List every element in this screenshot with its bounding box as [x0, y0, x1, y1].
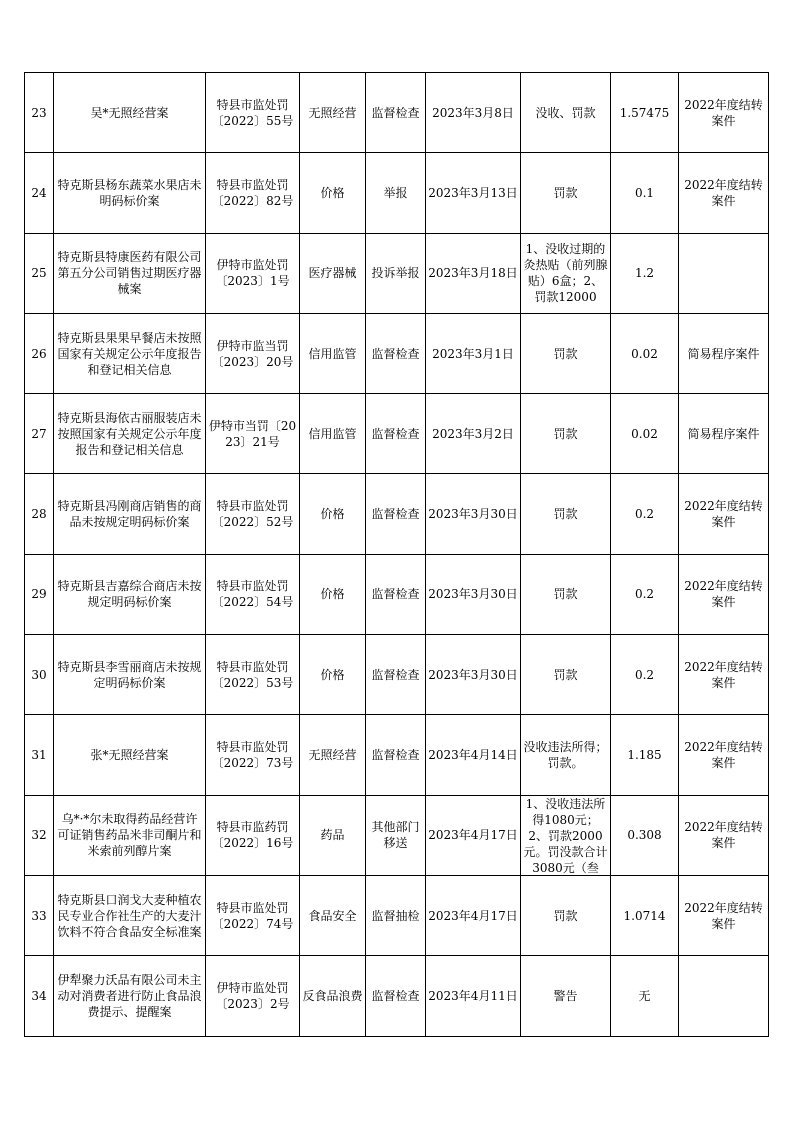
case-number-cell	[25, 73, 54, 153]
case-source-cell-text: 监督检查	[371, 748, 420, 763]
case-source-cell	[366, 956, 426, 1036]
case-source-cell-text: 监督检查	[371, 667, 420, 682]
penalty-result-cell	[521, 233, 611, 313]
decision-date-cell-text: 2023年3月2日	[432, 426, 514, 441]
penalty-result-cell-text: 1、没收过期的灸热贴（前列腺贴）6盒；2、罚款12000	[523, 242, 608, 305]
case-source-cell	[366, 635, 426, 715]
decision-date-cell	[426, 795, 521, 875]
case-number-cell-text: 24	[31, 185, 47, 200]
document-number-cell	[206, 394, 300, 474]
penalty-result-cell	[521, 715, 611, 795]
document-number-cell	[206, 875, 300, 955]
penalty-amount-cell	[611, 73, 679, 153]
case-name-cell-text: 张*无照经营案	[90, 748, 169, 763]
case-number-cell-text: 29	[31, 587, 47, 602]
decision-date-cell	[426, 474, 521, 554]
case-source-cell-text: 监督检查	[371, 988, 420, 1003]
remark-cell	[679, 73, 769, 153]
case-source-cell-text: 监督检查	[371, 346, 420, 361]
case-name-cell-text: 特克斯县李雪丽商店未按规定明码标价案	[57, 659, 202, 690]
case-name-cell	[54, 73, 206, 153]
table-row	[25, 875, 769, 955]
decision-date-cell	[426, 394, 521, 474]
decision-date-cell	[426, 875, 521, 955]
case-table	[24, 72, 769, 1037]
violation-type-cell	[300, 394, 366, 474]
penalty-amount-cell	[611, 635, 679, 715]
remark-cell	[679, 394, 769, 474]
violation-type-cell-text: 医疗器械	[308, 266, 357, 281]
decision-date-cell-text: 2023年4月14日	[428, 748, 518, 763]
table-row	[25, 474, 769, 554]
document-number-cell	[206, 795, 300, 875]
penalty-result-cell-text: 没收、罚款	[535, 105, 596, 120]
table-row	[25, 635, 769, 715]
case-name-cell-text: 特克斯县冯刚商店销售的商品未按规定明码标价案	[57, 499, 202, 530]
table-row	[25, 795, 769, 875]
penalty-result-cell-text: 罚款	[553, 426, 578, 441]
case-source-cell	[366, 554, 426, 634]
penalty-result-cell-text: 罚款	[553, 507, 578, 522]
decision-date-cell-text: 2023年3月1日	[432, 346, 514, 361]
document-number-cell	[206, 956, 300, 1036]
penalty-amount-cell-text: 0.2	[634, 667, 655, 682]
case-number-cell-text: 34	[31, 988, 47, 1003]
penalty-result-cell	[521, 875, 611, 955]
decision-date-cell	[426, 73, 521, 153]
case-number-cell	[25, 233, 54, 313]
document-number-cell-text: 特县市监处罚〔2022〕82号	[211, 177, 294, 208]
penalty-result-cell-text: 警告	[553, 988, 578, 1003]
remark-cell-text: 2022年度结转案件	[684, 820, 763, 851]
decision-date-cell	[426, 153, 521, 233]
case-number-cell	[25, 875, 54, 955]
case-name-cell	[54, 875, 206, 955]
decision-date-cell-text: 2023年3月13日	[428, 185, 518, 200]
decision-date-cell-text: 2023年4月17日	[428, 908, 518, 923]
case-source-cell	[366, 875, 426, 955]
penalty-amount-cell-text: 1.0714	[623, 908, 666, 923]
case-number-cell	[25, 635, 54, 715]
document-number-cell	[206, 715, 300, 795]
violation-type-cell-text: 价格	[320, 507, 345, 522]
document-number-cell	[206, 474, 300, 554]
penalty-amount-cell	[611, 233, 679, 313]
remark-cell	[679, 875, 769, 955]
case-name-cell	[54, 394, 206, 474]
remark-cell-text: 2022年度结转案件	[684, 900, 763, 931]
decision-date-cell-text: 2023年3月8日	[432, 105, 514, 120]
penalty-amount-cell	[611, 715, 679, 795]
case-name-cell-text: 特克斯县吉嘉综合商店未按规定明码标价案	[57, 579, 202, 610]
case-number-cell	[25, 554, 54, 634]
remark-cell-text: 简易程序案件	[687, 426, 760, 441]
document-number-cell	[206, 233, 300, 313]
decision-date-cell	[426, 956, 521, 1036]
decision-date-cell-text: 2023年3月30日	[428, 507, 518, 522]
case-name-cell-text: 特克斯县口润戈大麦种植农民专业合作社生产的大麦汁饮料不符合食品安全标准案	[57, 892, 202, 939]
violation-type-cell	[300, 956, 366, 1036]
penalty-amount-cell-text: 1.185	[627, 748, 662, 763]
document-number-cell-text: 特县市监处罚〔2022〕73号	[211, 740, 294, 771]
case-source-cell-text: 其他部门移送	[371, 820, 420, 851]
document-number-cell	[206, 73, 300, 153]
case-source-cell-text: 投诉举报	[371, 266, 420, 281]
decision-date-cell	[426, 233, 521, 313]
case-name-cell	[54, 233, 206, 313]
case-source-cell-text: 监督抽检	[371, 908, 420, 923]
case-number-cell	[25, 313, 54, 393]
penalty-result-cell	[521, 554, 611, 634]
remark-cell-text: 2022年度结转案件	[684, 579, 763, 610]
case-number-cell	[25, 956, 54, 1036]
penalty-amount-cell	[611, 474, 679, 554]
penalty-result-cell-text: 罚款	[553, 667, 578, 682]
case-name-cell-text: 特克斯县海依古丽服装店未按照国家有关规定公示年度报告和登记相关信息	[57, 410, 202, 457]
penalty-amount-cell-text: 0.1	[634, 185, 655, 200]
document-number-cell	[206, 153, 300, 233]
violation-type-cell	[300, 635, 366, 715]
case-number-cell	[25, 795, 54, 875]
penalty-amount-cell-text: 0.2	[634, 587, 655, 602]
document-number-cell-text: 特县市监药罚〔2022〕16号	[211, 820, 294, 851]
case-name-cell	[54, 635, 206, 715]
violation-type-cell-text: 价格	[320, 667, 345, 682]
remark-cell-text: 2022年度结转案件	[684, 659, 763, 690]
penalty-result-cell	[521, 73, 611, 153]
case-name-cell-text: 吴*无照经营案	[90, 105, 169, 120]
case-source-cell	[366, 474, 426, 554]
case-number-cell	[25, 394, 54, 474]
case-name-cell-text: 特克斯县杨东蔬菜水果店未明码标价案	[57, 177, 202, 208]
case-number-cell	[25, 715, 54, 795]
case-name-cell	[54, 795, 206, 875]
case-source-cell	[366, 153, 426, 233]
violation-type-cell-text: 信用监管	[308, 346, 357, 361]
document-number-cell-text: 伊特市当罚〔2023〕21号	[208, 418, 297, 449]
penalty-result-cell	[521, 795, 611, 875]
violation-type-cell-text: 食品安全	[308, 908, 357, 923]
case-name-cell	[54, 313, 206, 393]
decision-date-cell-text: 2023年4月17日	[428, 828, 518, 843]
penalty-amount-cell	[611, 956, 679, 1036]
case-name-cell	[54, 474, 206, 554]
penalty-amount-cell-text: 1.2	[634, 266, 655, 281]
document-number-cell-text: 伊特市监当罚〔2023〕20号	[211, 338, 294, 369]
penalty-amount-cell-text: 1.57475	[619, 105, 670, 120]
violation-type-cell-text: 无照经营	[308, 105, 357, 120]
penalty-amount-cell-text: 0.308	[627, 828, 662, 843]
penalty-amount-cell	[611, 795, 679, 875]
violation-type-cell	[300, 554, 366, 634]
remark-cell	[679, 474, 769, 554]
document-number-cell	[206, 554, 300, 634]
decision-date-cell-text: 2023年3月18日	[428, 266, 518, 281]
penalty-result-cell-text: 没收违法所得；罚款。	[523, 740, 608, 771]
violation-type-cell	[300, 474, 366, 554]
remark-cell-text: 2022年度结转案件	[684, 499, 763, 530]
violation-type-cell	[300, 795, 366, 875]
case-source-cell-text: 举报	[383, 185, 408, 200]
penalty-amount-cell	[611, 394, 679, 474]
decision-date-cell	[426, 554, 521, 634]
decision-date-cell	[426, 313, 521, 393]
remark-cell-text: 2022年度结转案件	[684, 97, 763, 128]
violation-type-cell	[300, 875, 366, 955]
remark-cell	[679, 956, 769, 1036]
penalty-amount-cell-text: 0.2	[634, 507, 655, 522]
violation-type-cell-text: 价格	[320, 185, 345, 200]
violation-type-cell-text: 价格	[320, 587, 345, 602]
case-number-cell	[25, 474, 54, 554]
case-source-cell-text: 监督检查	[371, 587, 420, 602]
table-row	[25, 956, 769, 1036]
remark-cell	[679, 554, 769, 634]
case-number-cell-text: 26	[31, 346, 47, 361]
table-row	[25, 153, 769, 233]
case-number-cell-text: 33	[31, 908, 47, 923]
remark-cell-text: 2022年度结转案件	[684, 740, 763, 771]
document-number-cell-text: 特县市监处罚〔2022〕55号	[211, 97, 294, 128]
table-row	[25, 233, 769, 313]
penalty-amount-cell	[611, 313, 679, 393]
penalty-result-cell-text: 1、没收违法所得1080元；2、罚款2000元。罚没款合计3080元（叁	[523, 797, 608, 875]
penalty-result-cell	[521, 153, 611, 233]
case-source-cell	[366, 313, 426, 393]
document-number-cell-text: 特县市监处罚〔2022〕52号	[211, 499, 294, 530]
remark-cell	[679, 635, 769, 715]
document-number-cell-text: 特县市监处罚〔2022〕74号	[211, 900, 294, 931]
table-row	[25, 394, 769, 474]
case-number-cell-text: 31	[31, 748, 47, 763]
penalty-amount-cell-text: 0.02	[631, 346, 658, 361]
violation-type-cell-text: 无照经营	[308, 748, 357, 763]
violation-type-cell	[300, 153, 366, 233]
case-name-cell-text: 特克斯县果果早餐店未按照国家有关规定公示年度报告和登记相关信息	[57, 330, 202, 377]
table-row	[25, 715, 769, 795]
penalty-result-cell	[521, 474, 611, 554]
penalty-result-cell-text: 罚款	[553, 587, 578, 602]
penalty-amount-cell-text: 0.02	[631, 426, 658, 441]
remark-cell	[679, 233, 769, 313]
case-name-cell	[54, 554, 206, 634]
case-number-cell-text: 28	[31, 507, 47, 522]
decision-date-cell	[426, 715, 521, 795]
remark-cell-text: 2022年度结转案件	[684, 177, 763, 208]
penalty-result-cell	[521, 635, 611, 715]
document-number-cell-text: 伊特市监处罚〔2023〕2号	[215, 980, 290, 1011]
table-row	[25, 313, 769, 393]
table-row	[25, 73, 769, 153]
case-name-cell	[54, 153, 206, 233]
case-source-cell-text: 监督检查	[371, 507, 420, 522]
case-name-cell	[54, 956, 206, 1036]
penalty-result-cell-text: 罚款	[553, 185, 578, 200]
case-source-cell-text: 监督检查	[371, 105, 420, 120]
case-number-cell-text: 23	[31, 105, 47, 120]
violation-type-cell-text: 信用监管	[308, 426, 357, 441]
penalty-result-cell-text: 罚款	[553, 908, 578, 923]
case-number-cell-text: 32	[31, 828, 47, 843]
violation-type-cell	[300, 313, 366, 393]
case-source-cell	[366, 394, 426, 474]
penalty-result-cell	[521, 394, 611, 474]
case-number-cell-text: 25	[31, 266, 47, 281]
violation-type-cell	[300, 73, 366, 153]
violation-type-cell	[300, 233, 366, 313]
document-number-cell-text: 特县市监处罚〔2022〕53号	[211, 659, 294, 690]
case-name-cell-text: 伊犁聚力沃品有限公司未主动对消费者进行防止食品浪费提示、提醒案	[57, 972, 202, 1019]
remark-cell	[679, 795, 769, 875]
case-source-cell	[366, 233, 426, 313]
case-name-cell-text: 乌*·*尔未取得药品经营许可证销售药品米非司酮片和米索前列醇片案	[57, 812, 202, 859]
remark-cell	[679, 313, 769, 393]
penalty-result-cell-text: 罚款	[553, 346, 578, 361]
decision-date-cell-text: 2023年3月30日	[428, 587, 518, 602]
penalty-result-cell	[521, 313, 611, 393]
case-source-cell	[366, 795, 426, 875]
case-source-cell	[366, 73, 426, 153]
remark-cell	[679, 715, 769, 795]
document-number-cell-text: 伊特市监处罚〔2023〕1号	[215, 258, 290, 289]
case-number-cell	[25, 153, 54, 233]
violation-type-cell-text: 药品	[320, 828, 345, 843]
case-number-cell-text: 30	[31, 667, 47, 682]
remark-cell-text: 简易程序案件	[687, 346, 760, 361]
penalty-amount-cell	[611, 153, 679, 233]
case-number-cell-text: 27	[31, 426, 47, 441]
violation-type-cell-text: 反食品浪费	[302, 988, 363, 1003]
penalty-result-cell	[521, 956, 611, 1036]
penalty-amount-cell	[611, 554, 679, 634]
case-source-cell	[366, 715, 426, 795]
case-table-body	[25, 73, 769, 1037]
decision-date-cell-text: 2023年3月30日	[428, 667, 518, 682]
penalty-amount-cell	[611, 875, 679, 955]
case-name-cell	[54, 715, 206, 795]
decision-date-cell-text: 2023年4月11日	[428, 988, 518, 1003]
violation-type-cell	[300, 715, 366, 795]
penalty-amount-cell-text: 无	[638, 988, 651, 1003]
document-number-cell-text: 特县市监处罚〔2022〕54号	[211, 579, 294, 610]
table-row	[25, 554, 769, 634]
document-number-cell	[206, 313, 300, 393]
case-source-cell-text: 监督检查	[371, 426, 420, 441]
decision-date-cell	[426, 635, 521, 715]
remark-cell	[679, 153, 769, 233]
case-name-cell-text: 特克斯县特康医药有限公司第五分公司销售过期医疗器械案	[57, 250, 202, 297]
document-number-cell	[206, 635, 300, 715]
